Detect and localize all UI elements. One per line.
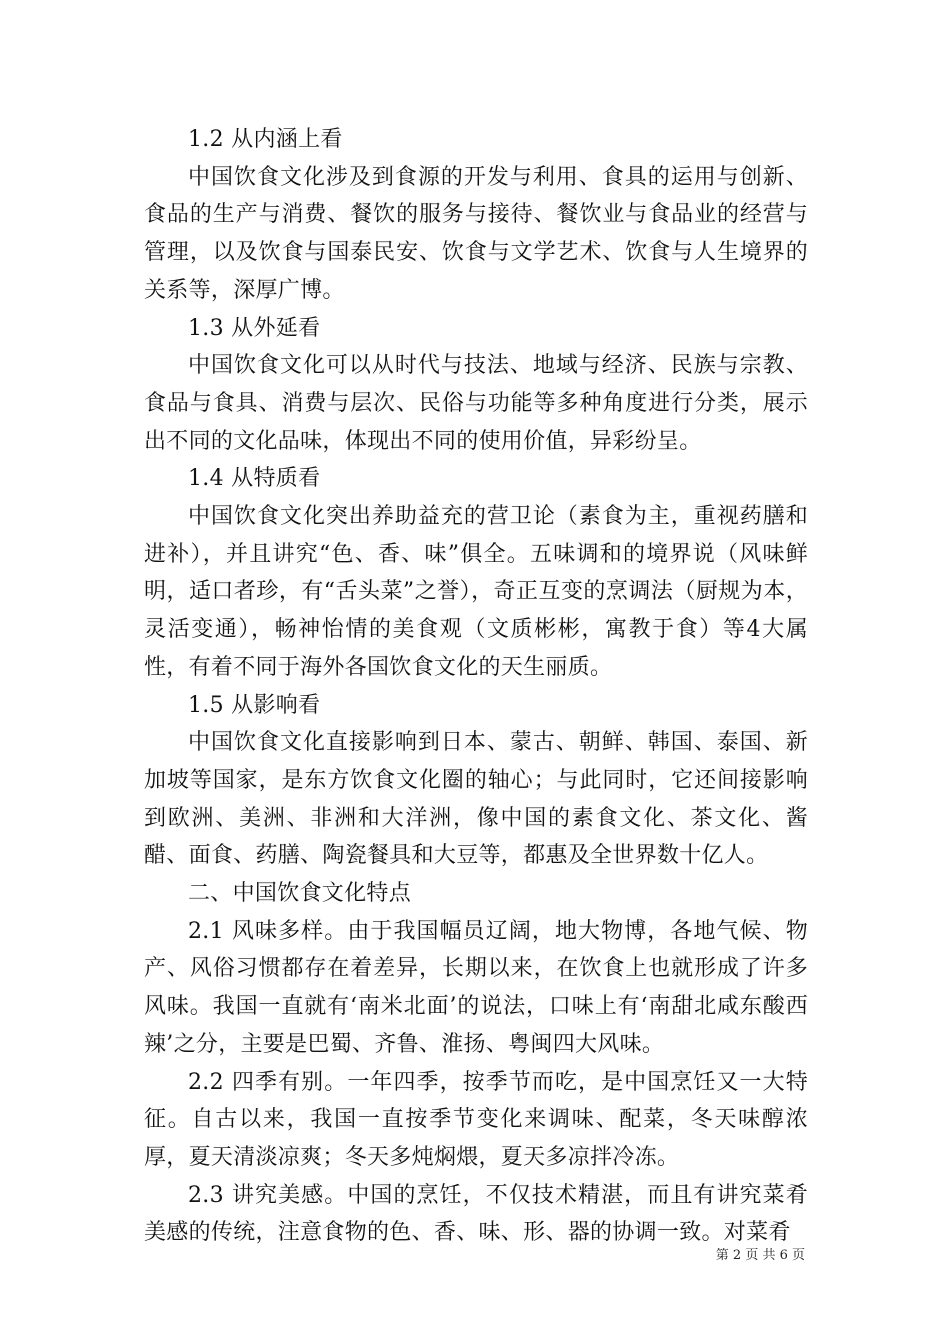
page-number-footer: 第 2 页 共 6 页 [715, 1248, 805, 1263]
paragraph-extension: 中国饮食文化可以从时代与技法、地域与经济、民族与宗教、食品与食具、消费与层次、民俗与功能等多种角度进行分类，展示出不同的文化品味，体现出不同的使用价值，异彩纷呈。 [144, 353, 808, 454]
document-body [144, 121, 808, 1252]
section-heading-1-3: 1.3 从外延看 [188, 315, 321, 341]
paragraph-aesthetics: 2.3 讲究美感。中国的烹饪，不仅技术精湛，而且有讲究菜肴美感的传统，注意食物的色、香、味、形、器的协调一致。对菜肴 [144, 1182, 808, 1246]
section-heading-2: 二、中国饮食文化特点 [188, 881, 412, 907]
paragraph-influence: 中国饮食文化直接影响到日本、蒙古、朝鲜、韩国、泰国、新加坡等国家，是东方饮食文化圈的轴心；与此同时，它还间接影响到欧洲、美洲、非洲和大洋洲，像中国的素食文化、茶文化、酱醋、面食、药膳、陶瓷餐具和大豆等，都惠及全世界数十亿人。 [144, 730, 808, 869]
paragraph-seasonal: 2.2 四季有别。一年四季，按季节而吃，是中国烹饪又一大特征。自古以来，我国一直按季节变化来调味、配菜，冬天味醇浓厚，夏天清淡凉爽；冬天多炖焖煨，夏天多凉拌冷冻。 [144, 1069, 808, 1170]
paragraph-characteristics: 中国饮食文化突出养助益充的营卫论（素食为主，重视药膳和进补），并且讲究“色、香、味”俱全。五味调和的境界说（风味鲜明，适口者珍，有“舌头菜”之誉），奇正互变的烹调法（厨规为本，灵活变通），畅神怡情的美食观（文质彬彬，寓教于食）等4大属性，有着不同于海外各国饮食文化的天生丽质。 [144, 504, 808, 680]
section-heading-1-2: 1.2 从内涵上看 [188, 127, 343, 152]
section-heading-1-5: 1.5 从影响看 [188, 692, 321, 718]
paragraph-connotation: 中国饮食文化涉及到食源的开发与利用、食具的运用与创新、食品的生产与消费、餐饮的服务与接待、餐饮业与食品业的经营与管理，以及饮食与国泰民安、饮食与文学艺术、饮食与人生境界的关系等，深厚广博。 [144, 164, 808, 303]
paragraph-flavor-variety: 2.1 风味多样。由于我国幅员辽阔，地大物博，各地气候、物产、风俗习惯都存在着差异，长期以来，在饮食上也就形成了许多风味。我国一直就有‘南米北面’的说法，口味上有‘南甜北咸东酸西辣’之分，主要是巴蜀、齐鲁、淮扬、粤闽四大风味。 [144, 918, 808, 1057]
section-heading-1-4: 1.4 从特质看 [188, 466, 321, 492]
